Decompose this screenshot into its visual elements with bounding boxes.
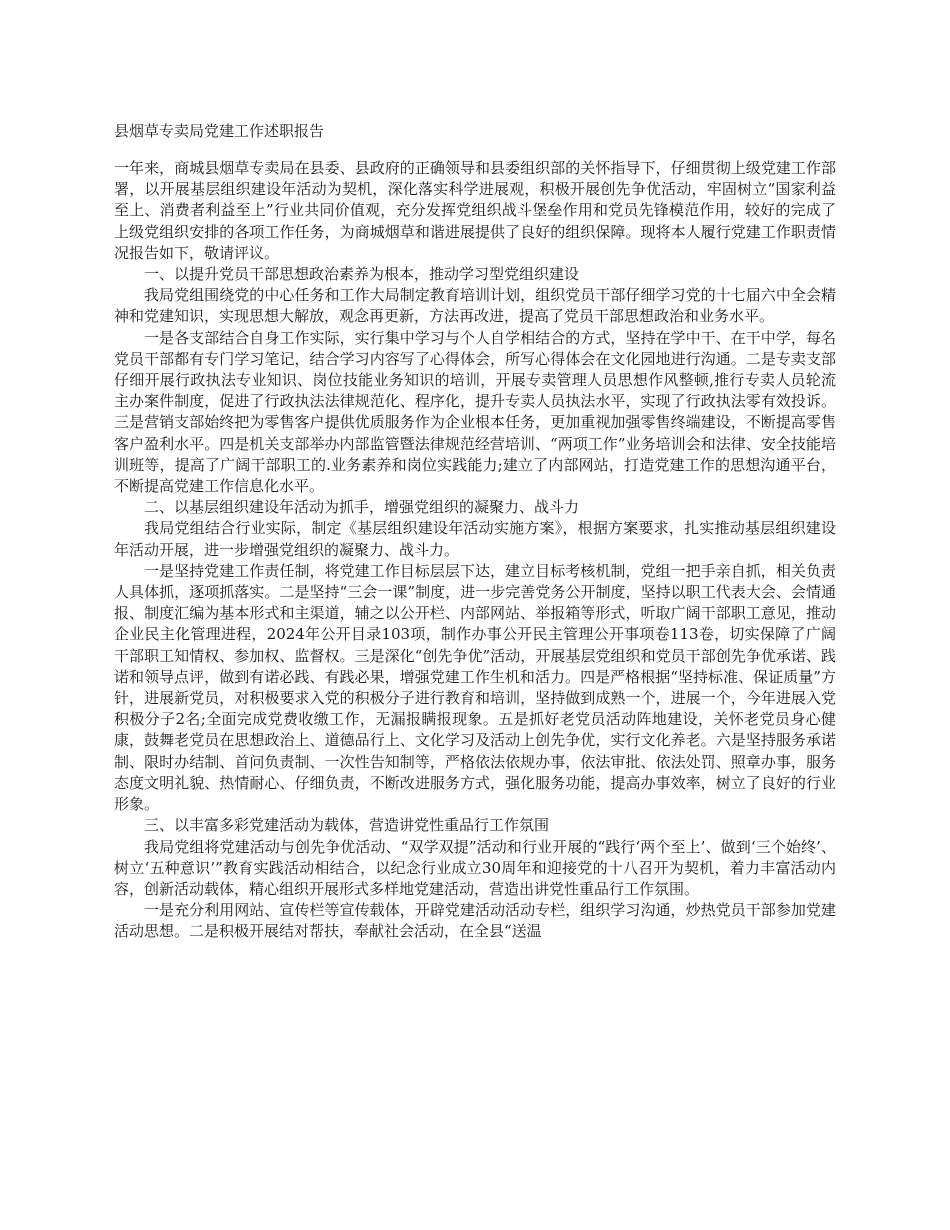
section-2-paragraph-1: 我局党组结合行业实际，制定《基层组织建设年活动实施方案》，根据方案要求，扎实推动基层组织建设年活动开展，进一步增强党组织的凝聚力、战斗力。 <box>114 519 836 559</box>
section-heading-3: 三、以丰富多彩党建活动为载体，营造讲党性重品行工作氛围 <box>144 816 550 835</box>
section-heading-1: 一、以提升党员干部思想政治素养为根本，推动学习型党组织建设 <box>144 265 580 284</box>
section-1-paragraph-2: 一是各支部结合自身工作实际，实行集中学习与个人自学相结合的方式，坚持在学中干、在干中学，每名党员干部都有专门学习笔记，结合学习内容写了心得体会，所写心得体会在文化园地进行沟通。二是专卖支部仔细开展行政执法专业知识、岗位技能业务知识的培训，开展专卖管理人员思想作风整顿,推行专卖人员轮流主办案件制度，促进了行政执法法律规范化、程序化，提升专卖人员执法水平，实现了行政执法零有效投诉。三是营销支部始终把为零售客户提供优质服务作为企业根本任务，更加重视加强零售终端建设，不断提高零售客户盈利水平。四是机关支部举办内部监管暨法律规范经营培训、“两项工作”业务培训会和法律、安全技能培训班等，提高了广阔干部职工的.业务素养和岗位实践能力;建立了内部网站，打造党建工作的思想沟通平台，不断提高党建工作信息化水平。 <box>114 328 836 496</box>
section-3-paragraph-1: 我局党组将党建活动与创先争优活动、“双学双提”活动和行业开展的“践行‘两个至上’、做到‘三个始终’、树立‘五种意识’”教育实践活动相结合，以纪念行业成立30周年和迎接党的十八召开为契机，着力丰富活动内容，创新活动载体，精心组织开展形式多样地党建活动，营造出讲党性重品行工作氛围。 <box>114 837 836 898</box>
section-heading-2: 二、以基层组织建设年活动为抓手，增强党组织的凝聚力、战斗力 <box>144 498 580 517</box>
document-body <box>114 121 836 943</box>
section-3-paragraph-2: 一是充分利用网站、宣传栏等宣传载体，开辟党建活动活动专栏，组织学习沟通，炒热党员干部参加党建活动思想。二是积极开展结对帮扶，奉献社会活动，在全县“送温 <box>114 901 836 941</box>
intro-paragraph: 一年来，商城县烟草专卖局在县委、县政府的正确领导和县委组织部的关怀指导下，仔细贯彻上级党建工作部署，以开展基层组织建设年活动为契机，深化落实科学进展观，积极开展创先争优活动，牢固树立“国家利益至上、消费者利益至上”行业共同价值观，充分发挥党组织战斗堡垒作用和党员先锋模范作用，较好的完成了上级党组织安排的各项工作任务，为商城烟草和谐进展提供了良好的组织保障。现将本人履行党建工作职责情况报告如下，敬请评议。 <box>114 159 836 262</box>
section-2-paragraph-2: 一是坚持党建工作责任制，将党建工作目标层层下达，建立目标考核机制，党组一把手亲自抓，相关负责人具体抓，逐项抓落实。二是坚持“三会一课”制度，进一步完善党务公开制度，坚持以职工代表大会、会情通报、制度汇编为基本形式和主渠道，辅之以公开栏、内部网站、举报箱等形式，听取广阔干部职工意见，推动企业民主化管理进程，2024年公开目录103项，制作办事公开民主管理公开事项卷113卷，切实保障了广阔干部职工知情权、参加权、监督权。三是深化“创先争优”活动，开展基层党组织和党员干部创先争优承诺、践诺和领导点评，做到有诺必践、有践必果，增强党建工作生机和活力。四是严格根据“坚持标准、保证质量”方针，进展新党员，对积极要求入党的积极分子进行教育和培训，坚持做到成熟一个，进展一个，今年进展入党积极分子2名;全面完成党费收缴工作，无漏报瞒报现象。五是抓好老党员活动阵地建设，关怀老党员身心健康，鼓舞老党员在思想政治上、道德品行上、文化学习及活动上创先争优，实行文化养老。六是坚持服务承诺制、限时办结制、首问负责制、一次性告知制等，严格依法依规办事，依法审批、依法处罚、照章办事，服务态度文明礼貌、热情耐心、仔细负责，不断改进服务方式，强化服务功能，提高办事效率，树立了良好的行业形象。 <box>114 561 836 814</box>
section-1-paragraph-1: 我局党组围绕党的中心任务和工作大局制定教育培训计划，组织党员干部仔细学习党的十七届六中全会精神和党建知识，实现思想大解放，观念再更新，方法再改进，提高了党员干部思想政治和业务水平。 <box>114 286 836 326</box>
document-title: 县烟草专卖局党建工作述职报告 <box>114 122 325 140</box>
